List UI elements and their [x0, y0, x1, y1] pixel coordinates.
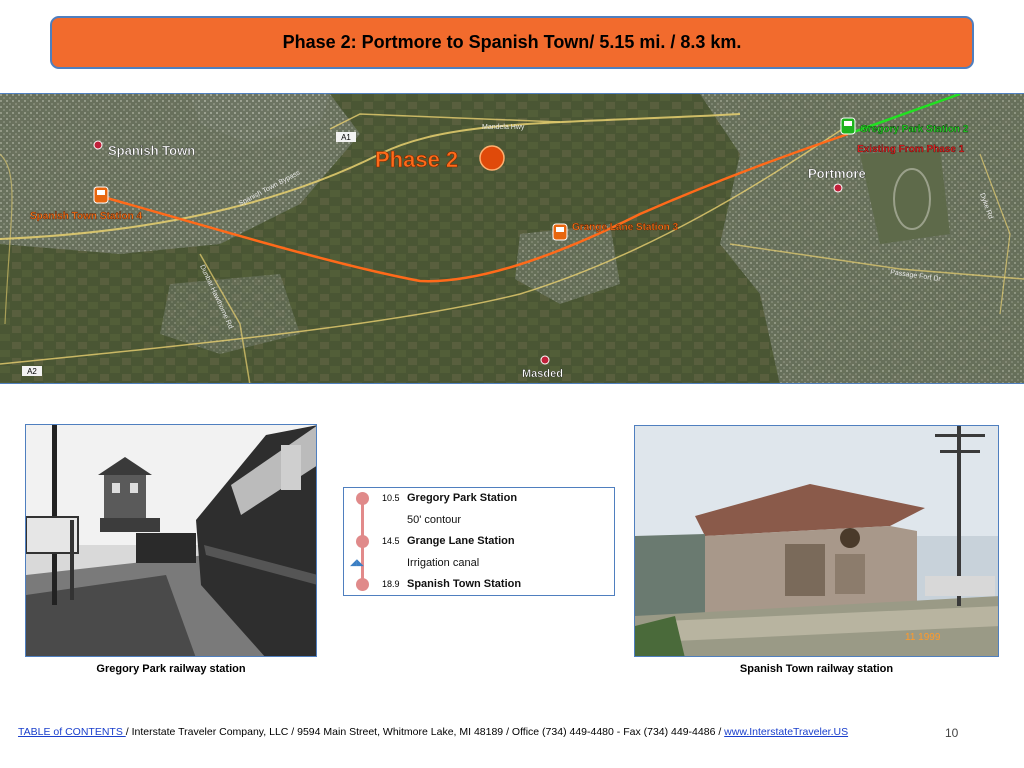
- profile-label: Gregory Park Station: [407, 492, 518, 504]
- road-label-a1: A1: [341, 133, 351, 142]
- spanish-town-caption: Spanish Town railway station: [739, 663, 894, 675]
- water-crossing-icon: ◢◣: [350, 557, 364, 567]
- road-label-passage-fort: Passage Fort Dr: [889, 269, 942, 284]
- place-marker-icon: [541, 356, 549, 364]
- spanish-town-photo: [634, 425, 999, 657]
- train-station-icon: [553, 224, 567, 240]
- footer-contact-text: / Interstate Traveler Company, LLC / 9594 Main Street, Whitmore Lake, MI 48189 / Office (734) 449-4480 - Fax (734) 449-4486 /: [125, 726, 725, 738]
- profile-row: [344, 531, 614, 551]
- station-label-spanish-town: Spanish Town Station 4: [30, 211, 143, 222]
- road-label-dunsmore: Dunbar Hawthorne Rd: [198, 263, 234, 330]
- profile-row: [344, 488, 614, 508]
- station-label-gregory-park: Gregory Park Station 2: [860, 124, 969, 135]
- profile-milepost: 18.9: [382, 579, 400, 589]
- profile-row: [344, 510, 614, 530]
- profile-row: [344, 553, 614, 573]
- slide-title-distance: / 5.15 mi. / 8.3 km.: [589, 32, 742, 52]
- profile-milepost: 14.5: [382, 536, 400, 546]
- phase-marker-icon: [480, 146, 504, 170]
- phase-label: Phase 2: [375, 147, 459, 172]
- profile-row: [344, 574, 614, 594]
- place-label-portmore: Portmore: [808, 166, 866, 181]
- profile-label: 50' contour: [407, 514, 462, 526]
- gregory-park-photo: [25, 424, 317, 657]
- table-of-contents-link[interactable]: TABLE of CONTENTS: [18, 726, 126, 738]
- slide-title: Phase 2: Portmore to Spanish Town: [282, 32, 590, 52]
- station-note-existing: Existing From Phase 1: [857, 144, 965, 155]
- train-station-icon: [94, 187, 108, 203]
- profile-milepost: 10.5: [382, 493, 400, 503]
- footer: [18, 726, 1018, 740]
- route-satellite-map: [0, 93, 1024, 384]
- place-marker-icon: [834, 184, 842, 192]
- page-number: 10: [945, 726, 959, 740]
- place-marker-icon: [94, 141, 102, 149]
- website-link[interactable]: www.InterstateTraveler.US: [724, 726, 849, 738]
- photo-timestamp: 11 1999: [905, 632, 941, 643]
- gregory-park-caption: Gregory Park railway station: [96, 663, 246, 675]
- road-label-dyke: Dyke Rd: [978, 192, 994, 220]
- place-label-spanish-town: Spanish Town: [108, 143, 196, 158]
- road-label-bypass: Spanish Town Bypass: [237, 169, 302, 208]
- road-label-a2: A2: [27, 367, 37, 376]
- station-label-grange-lane: Grange Lane Station 3: [572, 222, 679, 233]
- place-label-masded: Masded: [522, 368, 563, 380]
- slide-title-banner: [50, 16, 974, 69]
- train-station-icon: [841, 118, 855, 134]
- profile-label: Spanish Town Station: [407, 578, 522, 590]
- route-profile-legend: [343, 487, 615, 596]
- profile-label: Grange Lane Station: [407, 535, 515, 547]
- road-label-mandela: Mandela Hwy: [482, 124, 525, 131]
- profile-label: Irrigation canal: [407, 557, 480, 569]
